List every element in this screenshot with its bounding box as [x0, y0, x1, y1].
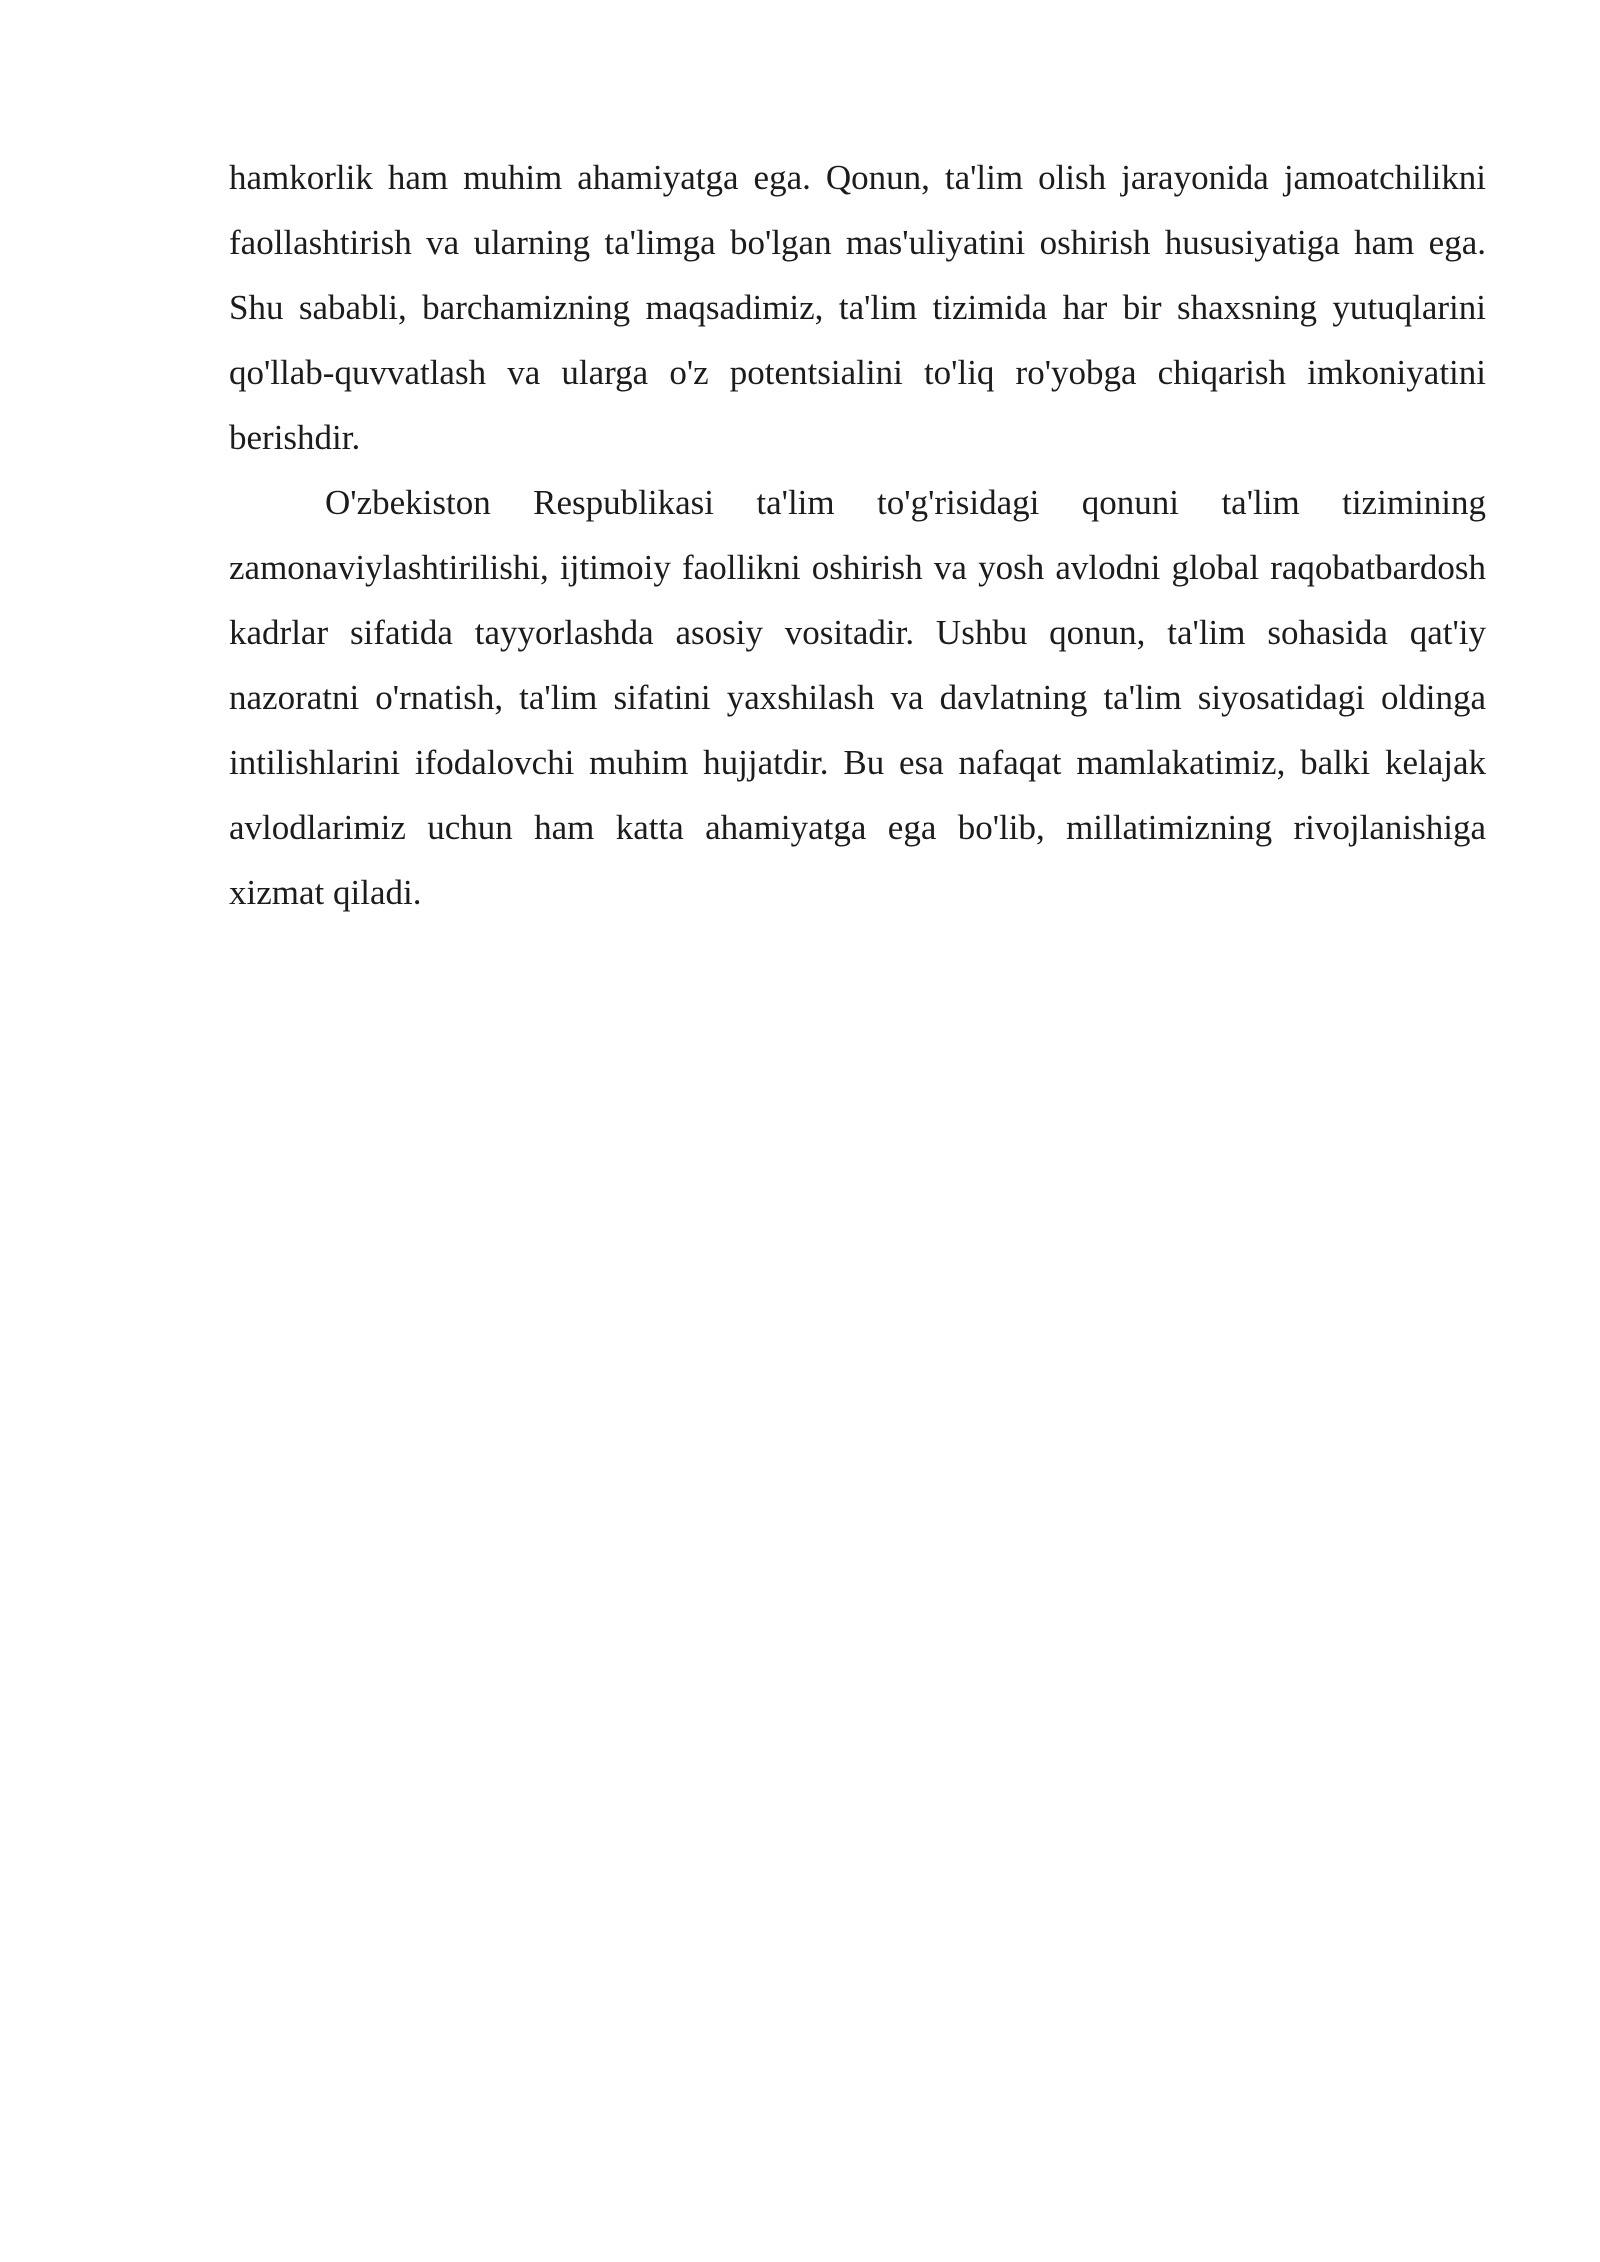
paragraph-law-summary: O'zbekiston Respublikasi ta'lim to'g'risidagi qonuni ta'lim tizimining zamonaviylashtirilishi, ijtimoiy faollikni oshirish va yosh avlodni global raqobatbardosh kadrlar sifatida tayyorlashda asosiy vositadir. Ushbu qonun, ta'lim sohasida qat'iy nazoratni o'rnatish, ta'lim sifatini yaxshilash va davlatning ta'lim siyosatidagi oldinga intilishlarini ifodalovchi muhim hujjatdir. Bu esa nafaqat mamlakatimiz, balki kelajak avlodlarimiz uchun ham katta ahamiyatga ega bo'lib, millatimizning rivojlanishiga xizmat qiladi.: [229, 483, 1486, 912]
document-body: [229, 145, 1486, 925]
paragraph-continuation: hamkorlik ham muhim ahamiyatga ega. Qonun, ta'lim olish jarayonida jamoatchilikni faollashtirish va ularning ta'limga bo'lgan mas'uliyatini oshirish hususiyatiga ham ega. Shu sababli, barchamizning maqsadimiz, ta'lim tizimida har bir shaxsning yutuqlarini qo'llab-quvvatlash va ularga o'z potentsialini to'liq ro'yobga chiqarish imkoniyatini berishdir.: [229, 158, 1486, 457]
